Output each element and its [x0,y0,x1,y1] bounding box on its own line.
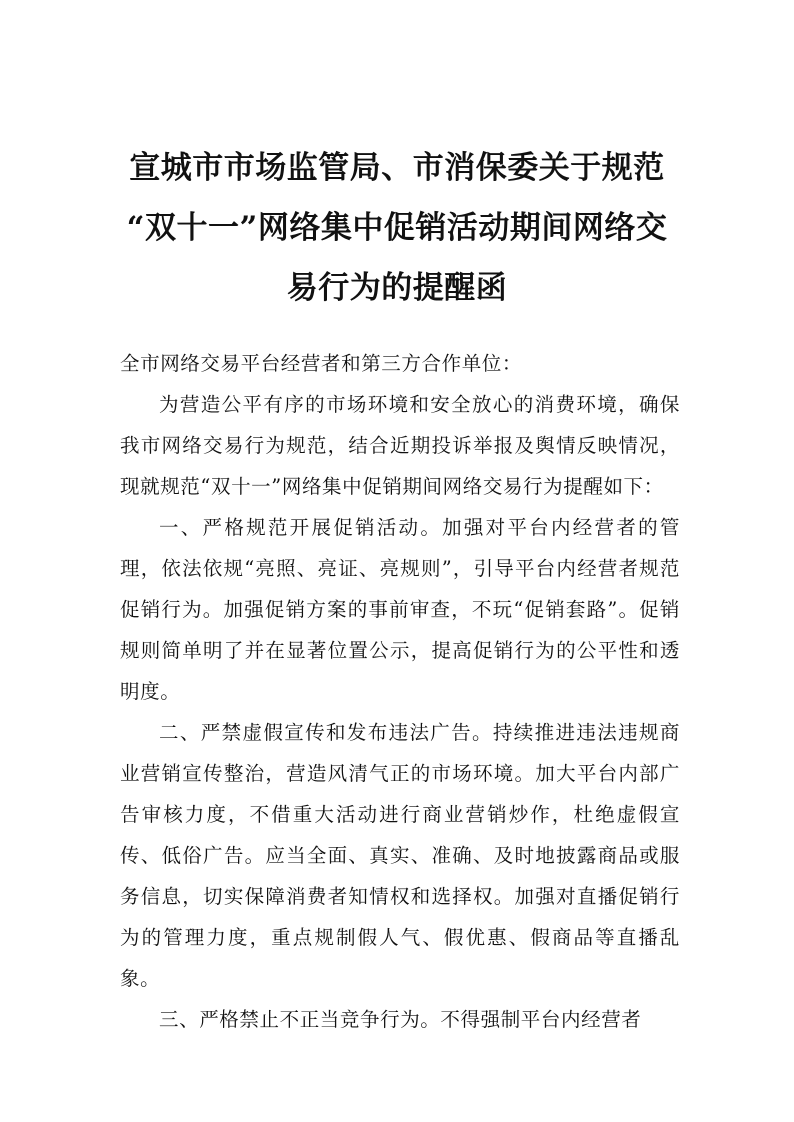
paragraph-intro: 为营造公平有序的市场环境和安全放心的消费环境，确保我市网络交易行为规范，结合近期投诉举报及舆情反映情况，现就规范“双十一”网络集中促销期间网络交易行为提醒如下： [120,393,680,498]
paragraph-item-2: 二、严禁虚假宣传和发布违法广告。持续推进违法违规商业营销宣传整治，营造风清气正的市场环境。加大平台内部广告审核力度，不借重大活动进行商业营销炒作，杜绝虚假宣传、低俗广告。应当全面、真实、准确、及时地披露商品或服务信息，切实保障消费者知情权和选择权。加强对直播促销行为的管理力度，重点规制假人气、假优惠、假商品等直播乱象。 [120,721,680,990]
paragraph-item-1: 一、严格规范开展促销活动。加强对平台内经营者的管理，依法依规“亮照、亮证、亮规则”，引导平台内经营者规范促销行为。加强促销方案的事前审查，不玩“促销套路”。促销规则简单明了并在显著位置公示，提高促销行为的公平性和透明度。 [120,516,680,703]
title-line: 宣城市市场监管局、市消保委关于规范 [129,150,665,186]
title-line: “双十一”网络集中促销活动期间网络交 [126,210,668,246]
salutation: 全市网络交易平台经营者和第三方合作单位： [120,352,523,375]
paragraph-item-3: 三、严格禁止不正当竞争行为。不得强制平台内经营者 [159,1008,642,1031]
document-body [120,343,680,1040]
document-title [100,138,694,318]
title-line: 易行为的提醒函 [286,270,508,306]
